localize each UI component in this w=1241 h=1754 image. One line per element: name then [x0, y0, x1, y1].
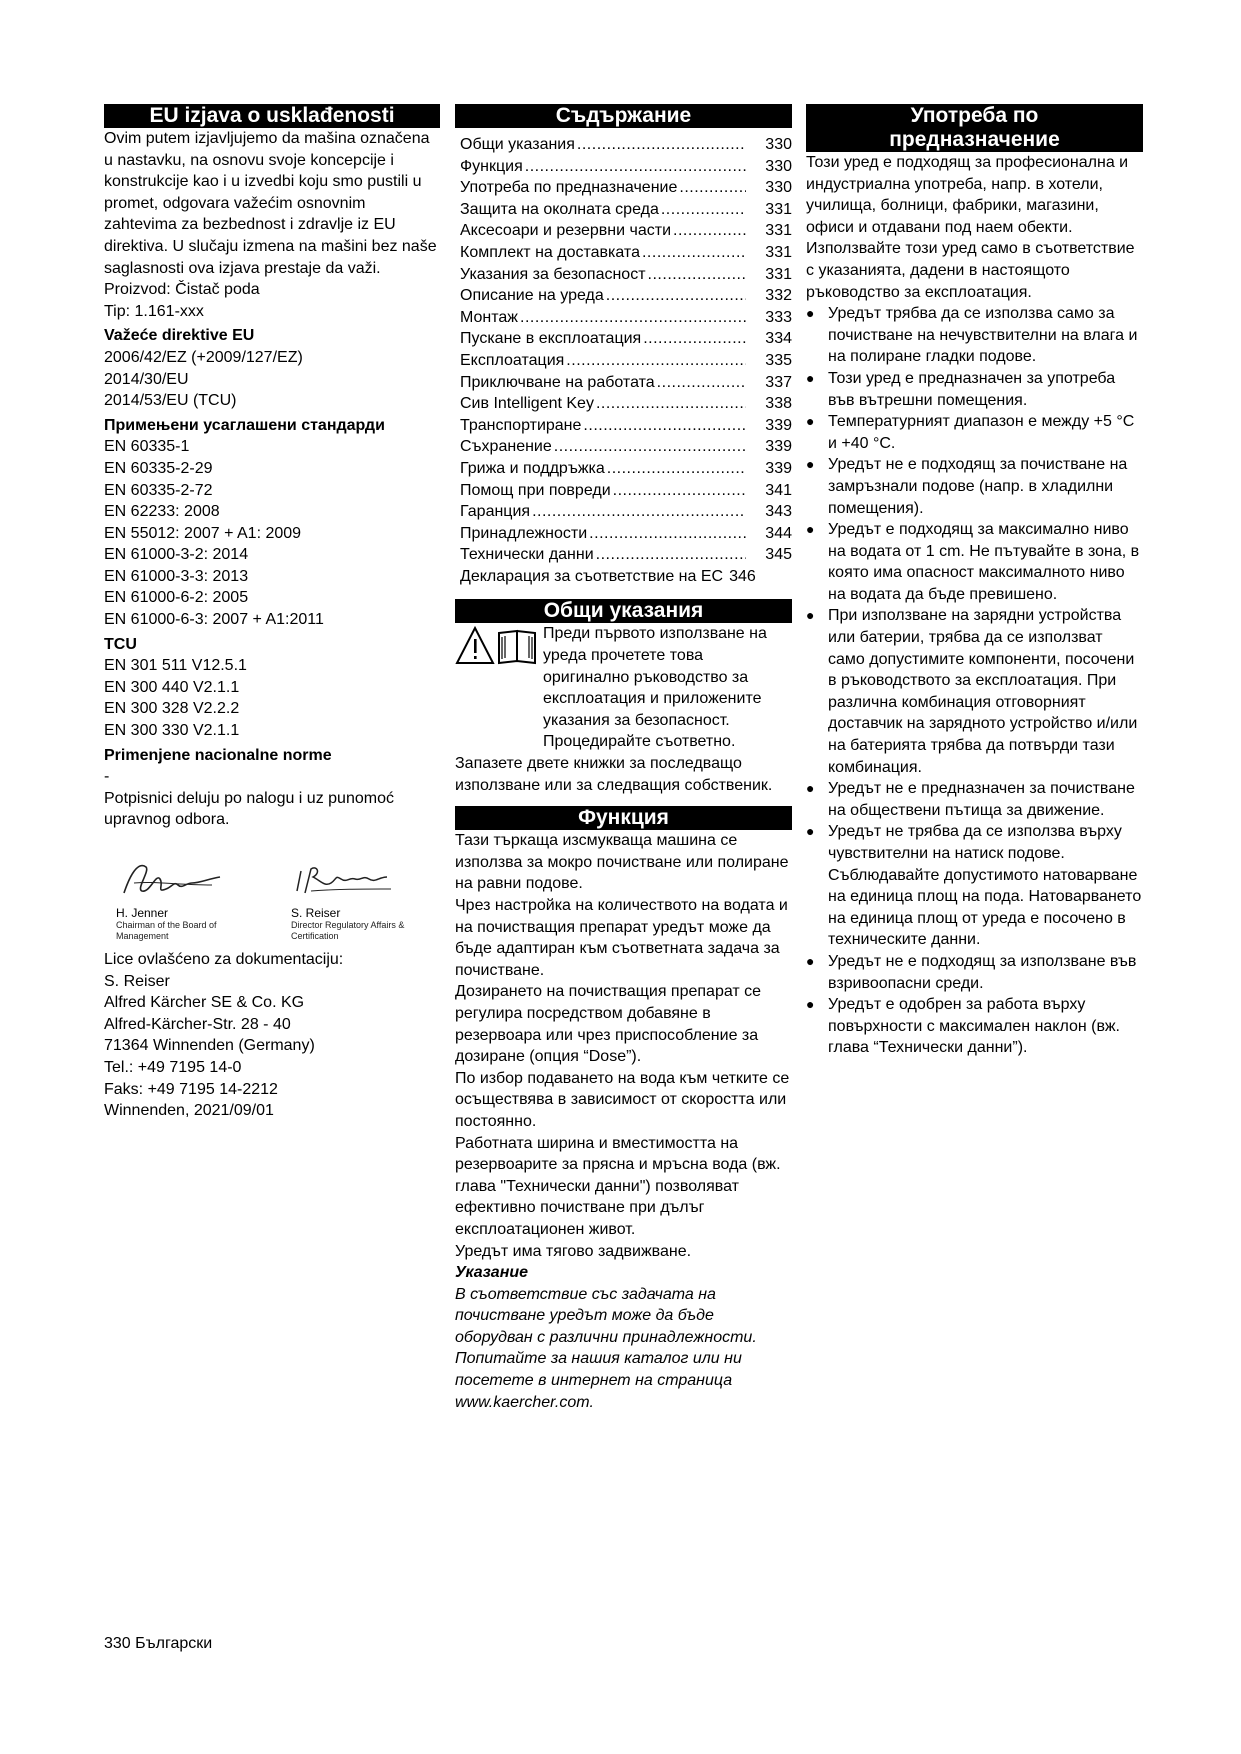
- contact-line: 71364 Winnenden (Germany): [104, 1037, 315, 1055]
- warning-manual-icon: [455, 625, 541, 667]
- table-of-contents: [460, 134, 792, 587]
- toc-entry[interactable]: Защита на околната среда ..... 331: [460, 199, 792, 221]
- signature-jenner: [116, 853, 265, 941]
- signature-jenner-name: H. Jenner: [116, 906, 169, 920]
- list-item: ● Уредът не трябва да се използва върху чувствителни на натиск подове. Съблюдавайте допустимото натоварване на единица площ на пода. Натоварването на единица площ от уреда е посочено в техническите данни.: [806, 823, 1142, 949]
- page-number: 330: [104, 1635, 131, 1652]
- function-paragraph: По избор подаването на вода към четките се осъществява в зависимост от скоростта или постоянно.: [455, 1069, 790, 1130]
- contact-line: Tel.: +49 7195 14-0: [104, 1058, 242, 1076]
- type-line: Tip: 1.161-xxx: [104, 302, 204, 320]
- national-title: Primenjene nacionalne norme: [104, 746, 332, 764]
- directive-item: 2006/42/EZ (+2009/127/EZ): [104, 348, 303, 366]
- directives-title: Važeće direktive EU: [104, 327, 255, 345]
- contact-line: Winnenden, 2021/09/01: [104, 1102, 274, 1120]
- list-item: ● Уредът е одобрен за работа върху повърхности с максимален наклон (вж. глава “Технически данни”).: [806, 996, 1120, 1057]
- tcu-title: TCU: [104, 635, 137, 653]
- general-warning-text: Преди първото използване на уреда прочетете това оригинално ръководство за експлоатация и приложените указания за безопасност. Процедирайте съответно.: [543, 625, 767, 751]
- contact-line: Faks: +49 7195 14-2212: [104, 1080, 278, 1098]
- signature-jenner-role: Chairman of the Board of Management: [116, 920, 217, 941]
- standard-item: EN 61000-3-3: 2013: [104, 567, 249, 585]
- signature-reiser-role: Director Regulatory Affairs & Certification: [291, 920, 405, 941]
- list-item: ● При използване на зарядни устройства или батерии, трябва да се използват само допустимите компоненти, посочени в ръководството за експлоатация. При различна комбинация отговорният доставчик на зарядното устройство и/или на батерията трябва да потвърди тази комбинация.: [806, 607, 1138, 776]
- list-item: ● Уредът не е подходящ за почистване на замръзнали подове (напр. в хладилни помещения).: [806, 456, 1128, 517]
- national-value: -: [104, 768, 110, 786]
- toc-entry[interactable]: Указания за безопасност ..... 331: [460, 264, 792, 286]
- general-keep-text: Запазете двете книжки за последващо използване или за следващия собственик.: [455, 755, 773, 794]
- list-item: ● Уредът трябва да се използва само за почистване на нечувствителни на влага и на полиране гладки подове.: [806, 305, 1138, 366]
- function-title: Функция: [455, 806, 792, 830]
- intended-use-title: [806, 104, 1143, 152]
- toc-entry[interactable]: Приключване на работата ..... 337: [460, 372, 792, 394]
- contact-line: S. Reiser: [104, 972, 170, 990]
- signatures: [116, 853, 440, 941]
- standard-item: EN 60335-2-72: [104, 481, 213, 499]
- toc-entry[interactable]: Декларация за съответствие на ЕС 346: [460, 567, 756, 585]
- toc-entry[interactable]: Сив Intelligent Key ..... 338: [460, 393, 792, 415]
- list-item: ● Уредът е подходящ за максимално ниво на водата от 1 cm. Не пътувайте в зона, в която има опасност максималното ниво на водата да бъде превишено.: [806, 521, 1140, 603]
- note-title: Указание: [455, 1264, 529, 1282]
- footer-language: Български: [135, 1635, 213, 1652]
- standard-item: EN 61000-3-2: 2014: [104, 546, 249, 564]
- toc-entry[interactable]: Аксесоари и резервни части ..... 331: [460, 220, 792, 242]
- toc-entry[interactable]: Гаранция ..... 343: [460, 501, 792, 523]
- toc-entry[interactable]: Комплект на доставката ..... 331: [460, 242, 792, 264]
- toc-entry[interactable]: Грижа и поддръжка ..... 339: [460, 458, 792, 480]
- signature-reiser-name: S. Reiser: [291, 906, 341, 920]
- standard-item: EN 61000-6-3: 2007 + A1:2011: [104, 611, 324, 629]
- standards-title: Примењени усаглашени стандарди: [104, 416, 385, 434]
- toc-entry[interactable]: Употреба по предназначение ..... 330: [460, 177, 792, 199]
- list-item: ● Този уред е предназначен за употреба във вътрешни помещения.: [806, 369, 1116, 409]
- list-item: ● Уредът не е предназначен за почистване на обществени пътища за движение.: [806, 780, 1135, 819]
- general-title: Общи указания: [455, 599, 792, 623]
- toc-entry[interactable]: Помощ при повреди ..... 341: [460, 480, 792, 502]
- tcu-item: EN 300 328 V2.2.2: [104, 700, 240, 718]
- toc-entry[interactable]: Описание на уреда ..... 332: [460, 285, 792, 307]
- declaration-title: EU izjava o usklađenosti: [104, 104, 440, 128]
- directive-item: 2014/53/EU (TCU): [104, 392, 237, 410]
- toc-entry[interactable]: Съхранение ..... 339: [460, 436, 792, 458]
- declaration-intro: Ovim putem izjavljujemo da mašina označena u nastavku, na osnovu svoje koncepcije i konstrukcije kao i u izvedbi koju smo pustili u promet, odgovara važećim osnovnim zahtevima za bezbednost i zdravlje iz EU direktiva. U slučaju izmena na mašini bez naše saglasnosti ova izjava prestaje da važi.: [104, 130, 437, 277]
- intended-use-column: [806, 104, 1143, 1059]
- list-item: ● Уредът не е подходящ за използване във взривоопасни среди.: [806, 952, 1137, 992]
- toc-title: Съдържание: [455, 104, 792, 128]
- tcu-item: EN 300 330 V2.1.1: [104, 722, 240, 740]
- contact-line: Alfred-Kärcher-Str. 28 - 40: [104, 1015, 291, 1033]
- standard-item: EN 60335-1: [104, 438, 190, 456]
- page-footer: [104, 1635, 212, 1653]
- toc-entry[interactable]: Пускане в експлоатация ..... 334: [460, 328, 792, 350]
- signature-jenner-image: [116, 853, 236, 903]
- toc-entry[interactable]: Транспортиране ..... 339: [460, 415, 792, 437]
- intended-use-title-line2: предназначение: [889, 128, 1060, 151]
- function-paragraph: Дозирането на почистващия препарат се регулира посредством добавяне в резервоара или чрез приспособление за дозиране (опция “Dose”).: [455, 983, 762, 1066]
- function-paragraph: Чрез настройка на количеството на водата и на почистващия препарат уредът може да бъде адаптиран към съответната задача за почистване.: [455, 897, 788, 979]
- contents-column: [455, 104, 792, 1413]
- toc-entry[interactable]: Монтаж ..... 333: [460, 307, 792, 329]
- toc-entry[interactable]: Общи указания ..... 330: [460, 134, 792, 156]
- toc-entry[interactable]: Принадлежности ..... 344: [460, 523, 792, 545]
- function-paragraph: Тази търкаща изсмукваща машина се използва за мокро почистване или полиране на равни подове.: [455, 832, 789, 893]
- declaration-column: [104, 104, 440, 1122]
- signature-reiser: [291, 853, 440, 941]
- standard-item: EN 60335-2-29: [104, 459, 213, 477]
- standard-item: EN 55012: 2007 + A1: 2009: [104, 524, 302, 542]
- general-warning: [455, 623, 792, 753]
- toc-entry[interactable]: Технически данни ..... 345: [460, 544, 792, 566]
- product-line: Proizvod: Čistač poda: [104, 281, 260, 299]
- standard-item: EN 62233: 2008: [104, 503, 220, 521]
- tcu-item: EN 301 511 V12.5.1: [104, 657, 247, 675]
- tcu-item: EN 300 440 V2.1.1: [104, 678, 240, 696]
- contact-line: Lice ovlašćeno za dokumentaciju:: [104, 951, 344, 968]
- directive-item: 2014/30/EU: [104, 370, 189, 388]
- function-paragraph: Уредът има тягово задвижване.: [455, 1242, 692, 1260]
- toc-entry[interactable]: Експлоатация ..... 335: [460, 350, 792, 372]
- contact-line: Alfred Kärcher SE & Co. KG: [104, 994, 305, 1012]
- intended-use-intro: Този уред е подходящ за професионална и индустриална употреба, напр. в хотели, училища, болници, фабрики, магазини, офиси и отдавани под наем обекти. Използвайте този уред само в съответствие с указанията, дадени в настоящото ръководство за експлоатация.: [806, 154, 1135, 301]
- function-paragraph: Работната ширина и вместимостта на резервоарите за прясна и мръсна вода (вж. глава "Технически данни") позволяват ефективно почистване при дълъг експлоатационен живот.: [455, 1134, 781, 1238]
- signature-reiser-image: [291, 853, 411, 903]
- list-item: ● Температурният диапазон е между +5 °C и +40 °C.: [806, 413, 1135, 452]
- standard-item: EN 61000-6-2: 2005: [104, 589, 249, 607]
- toc-entry[interactable]: Функция ..... 330: [460, 156, 792, 178]
- intended-use-title-line1: Употреба по: [910, 104, 1039, 127]
- signers-note: Potpisnici deluju po nalogu i uz punomoć upravnog odbora.: [104, 789, 394, 829]
- note-text: В съответствие със задачата на почистване уредът може да бъде оборудван с различни принадлежности. Попитайте за нашия каталог или ни посетете в интернет на страница www.kaercher.com.: [455, 1285, 757, 1411]
